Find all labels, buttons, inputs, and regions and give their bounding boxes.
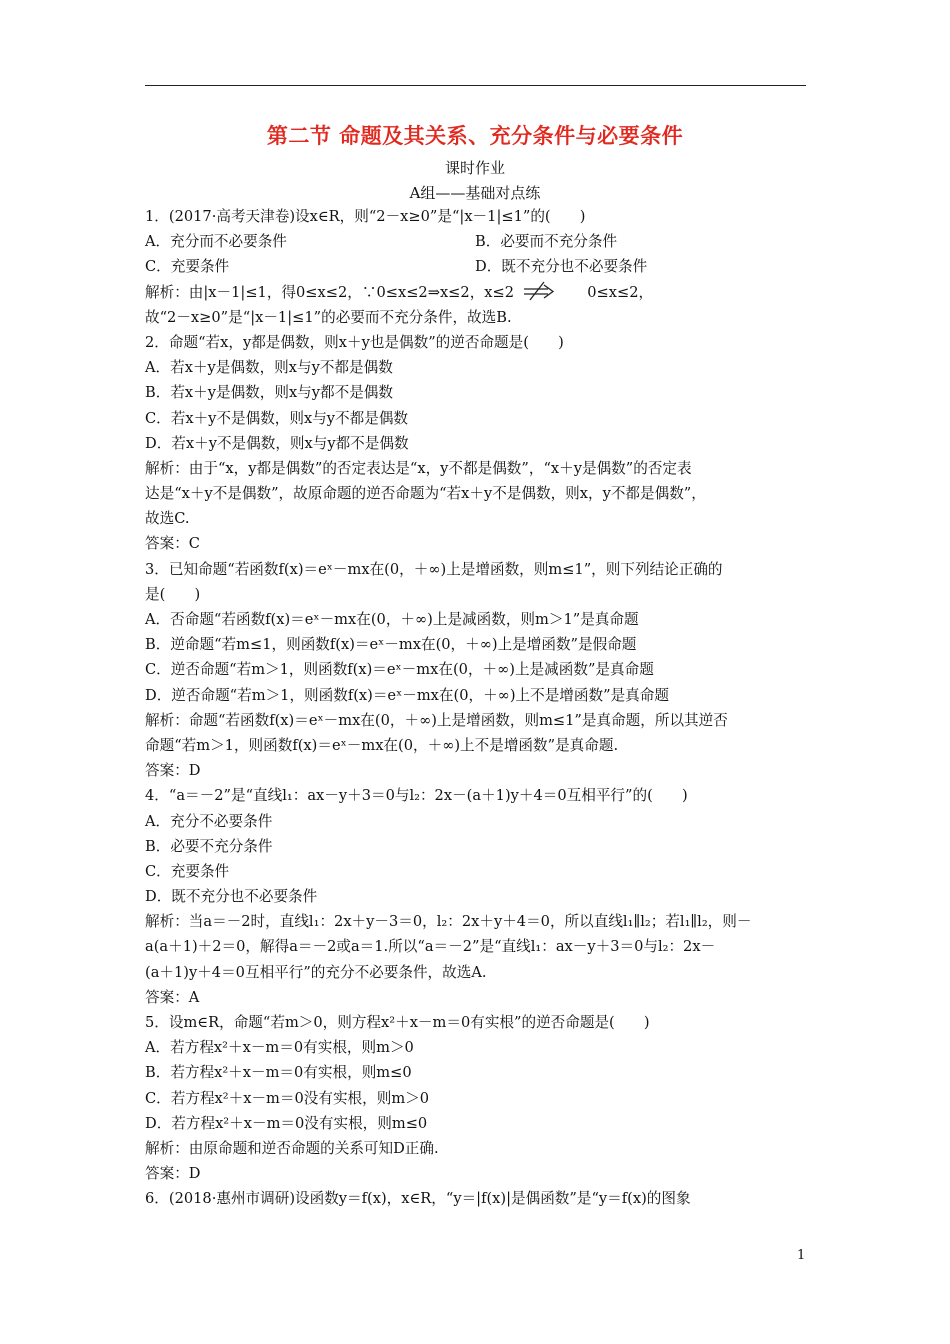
text-line: B．逆命题“若m≤1，则函数f(x)＝eˣ－mx在(0，＋∞)上是增函数”是假命题 — [145, 636, 637, 654]
text-line: 6．(2018·惠州市调研)设函数y＝f(x)，x∈R，“y＝|f(x)|是偶函数”是“y＝f(x)的图象 — [145, 1190, 691, 1208]
text-line: A．否命题“若函数f(x)＝eˣ－mx在(0，＋∞)上是减函数，则m＞1”是真命题 — [145, 611, 639, 628]
text-line: 解析：由原命题和逆否命题的关系可知D正确. — [145, 1139, 439, 1157]
text-line: (a＋1)y＋4＝0互相平行”的充分不必要条件，故选A. — [145, 963, 487, 981]
solution-text-tail: 0≤x≤2， — [587, 283, 654, 301]
text-line: D．逆否命题“若m＞1，则函数f(x)＝eˣ－mx在(0，＋∞)上不是增函数”是真命题 — [145, 686, 669, 704]
text-line: A．若x＋y是偶数，则x与y不都是偶数 — [145, 359, 393, 377]
options-row — [145, 254, 806, 279]
text-line: C．逆否命题“若m＞1，则函数f(x)＝eˣ－mx在(0，＋∞)上是减函数”是真命题 — [145, 661, 654, 679]
page-number: 1 — [797, 1248, 806, 1263]
text-line: 命题“若m＞1，则函数f(x)＝eˣ－mx在(0，＋∞)上不是增函数”是真命题. — [145, 736, 619, 754]
text-line: B．若方程x²＋x－m＝0有实根，则m≤0 — [145, 1064, 412, 1082]
section-subtitle: 课时作业 — [444, 159, 505, 177]
text-line: 故“2－x≥0”是“|x－1|≤1”的必要而不充分条件，故选B. — [145, 308, 512, 326]
text-line: 答案：D — [145, 762, 201, 780]
text-line: 3．已知命题“若函数f(x)＝eˣ－mx在(0，＋∞)上是增函数，则m≤1”，则下列结论正确的 — [145, 560, 723, 578]
text-line: a(a＋1)＋2＝0，解得a＝－2或a＝1.所以“a＝－2”是“直线l₁：ax－y＋3＝0与l₂：2x－ — [145, 938, 716, 956]
document-body — [145, 204, 806, 1212]
option-b: B．必要而不充分条件 — [475, 233, 618, 251]
text-line: D．若方程x²＋x－m＝0没有实根，则m≤0 — [145, 1114, 428, 1132]
options-row — [145, 229, 806, 254]
text-line: 是( ) — [145, 585, 201, 603]
text-line: A．充分不必要条件 — [145, 812, 273, 830]
text-line: 解析：由于“x，y都是偶数”的否定表达是“x，y不都是偶数”，“x＋y是偶数”的否定表 — [145, 459, 692, 477]
page-title: 第二节 命题及其关系、充分条件与必要条件 — [266, 124, 684, 148]
option-c: C．充要条件 — [145, 258, 230, 276]
solution-text: 解析：由|x－1|≤1，得0≤x≤2，∵0≤x≤2⇒x≤2，x≤2 — [145, 283, 515, 301]
text-line: 故选C. — [145, 510, 190, 528]
text-line: 5．设m∈R，命题“若m＞0，则方程x²＋x－m＝0有实根”的逆否命题是( ) — [145, 1014, 650, 1031]
text-line: C．充要条件 — [145, 862, 230, 880]
text-line: A．若方程x²＋x－m＝0有实根，则m＞0 — [145, 1039, 414, 1057]
text-line: B．必要不充分条件 — [145, 837, 273, 855]
group-heading: A组——基础对点练 — [409, 184, 541, 202]
text-line: 答案：C — [145, 535, 200, 553]
text-line: 答案：A — [145, 988, 200, 1006]
text-line: 答案：D — [145, 1165, 201, 1183]
text-line: C．若方程x²＋x－m＝0没有实根，则m＞0 — [145, 1089, 430, 1107]
text-line: B．若x＋y是偶数，则x与y都不是偶数 — [145, 384, 393, 402]
text-line — [145, 280, 806, 305]
text-line: 2．命题“若x，y都是偶数，则x＋y也是偶数”的逆否命题是( ) — [145, 333, 564, 351]
text-line: 达是“x＋y不是偶数”，故原命题的逆否命题为“若x＋y不是偶数，则x，y不都是偶数”， — [145, 485, 706, 503]
text-line: C．若x＋y不是偶数，则x与y不都是偶数 — [145, 409, 409, 427]
option-d: D．既不充分也不必要条件 — [475, 258, 648, 276]
text-line: 解析：命题“若函数f(x)＝eˣ－mx在(0，＋∞)上是增函数，则m≤1”是真命题，所以其逆否 — [145, 711, 728, 729]
text-line: D．若x＋y不是偶数，则x与y都不是偶数 — [145, 434, 409, 452]
text-line: 4．“a＝－2”是“直线l₁：ax－y＋3＝0与l₂：2x－(a＋1)y＋4＝0互相平行”的( ) — [145, 787, 688, 805]
text-line: D．既不充分也不必要条件 — [145, 888, 318, 906]
text-line: 1．(2017·高考天津卷)设x∈R，则“2－x≥0”是“|x－1|≤1”的( ) — [145, 208, 586, 225]
text-line: 解析：当a＝－2时，直线l₁：2x＋y－3＝0，l₂：2x＋y＋4＝0，所以直线l₁∥l₂；若l₁∥l₂，则－ — [145, 913, 752, 931]
top-rule — [145, 85, 806, 86]
option-a: A．充分而不必要条件 — [145, 233, 287, 251]
not-implies-icon — [516, 281, 562, 301]
